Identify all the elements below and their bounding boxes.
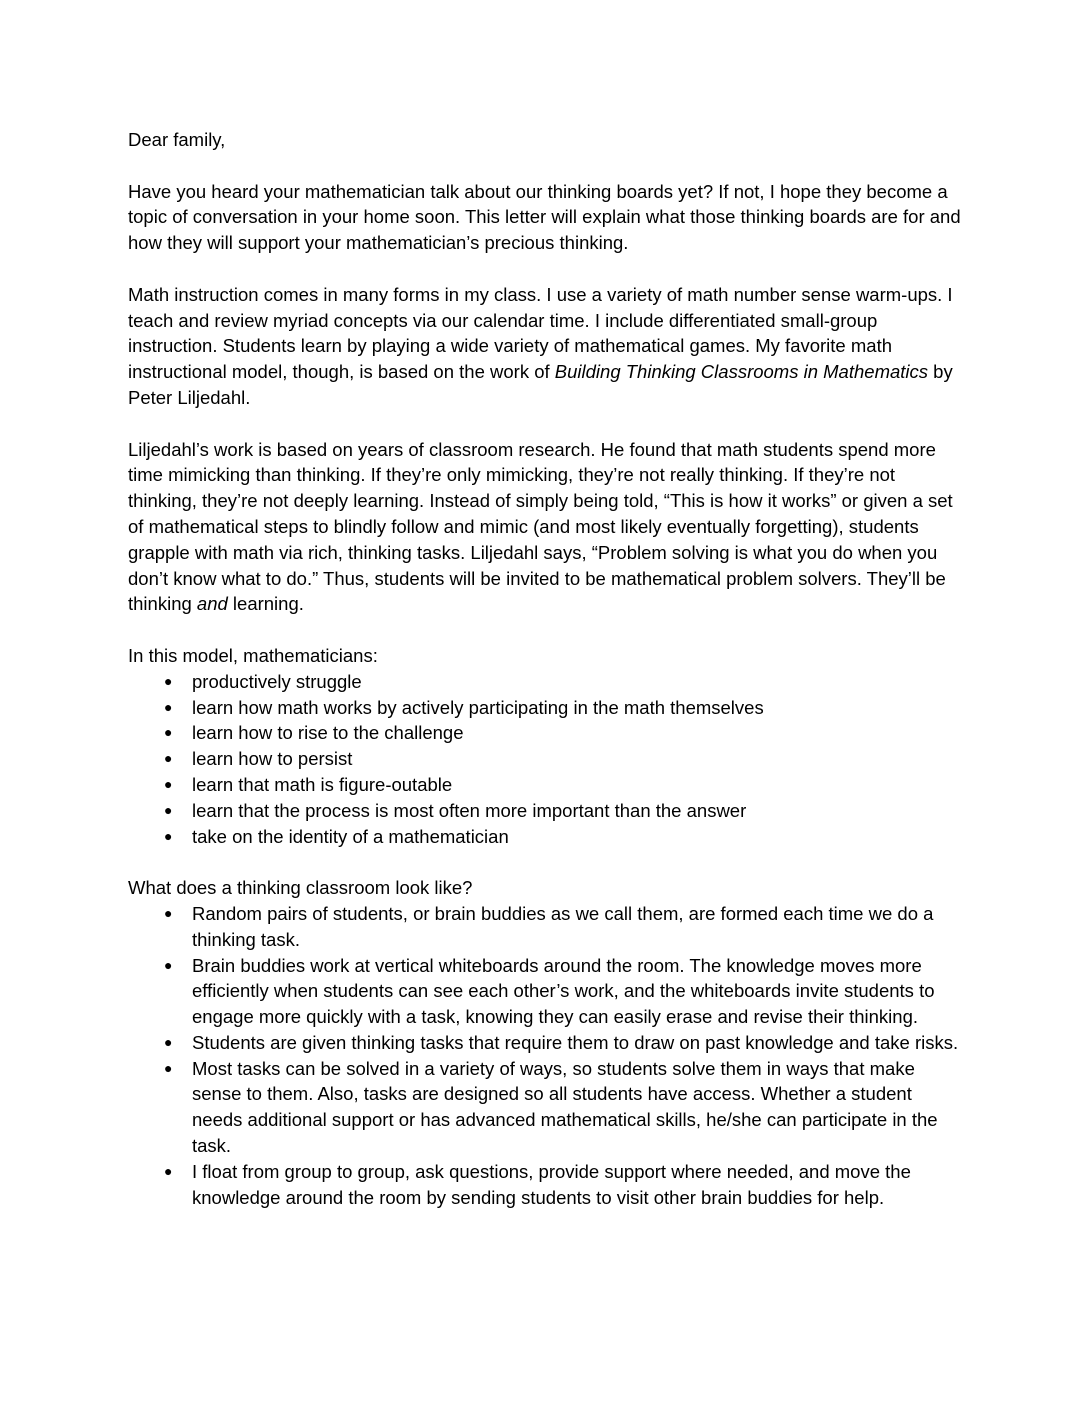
paragraph-research [128, 437, 964, 618]
list-item [128, 1056, 964, 1159]
list-item [128, 720, 964, 746]
list-item [128, 772, 964, 798]
paragraph-intro-text: Have you heard your mathematician talk about our thinking boards yet? If not, I hope they become a topic of conversation in your home soon. This letter will explain what those thinking boards are for and how they will support your mathematician’s precious thinking. [128, 180, 961, 254]
list-item-text: Brain buddies work at vertical whiteboards around the room. The knowledge moves more efficiently when students can see each other’s work, and the whiteboards invite students to engage more quickly with a task, knowing they can easily erase and revise their thinking. [192, 954, 935, 1028]
list-item [128, 798, 964, 824]
list-item-text: learn that the process is most often more important than the answer [192, 799, 747, 821]
list-item-text: Most tasks can be solved in a variety of ways, so students solve them in ways that make sense to them. Also, tasks are designed so all students have access. Whether a student needs additional support or has advanced mathematical skills, he/she can participate in the task. [192, 1057, 938, 1157]
letter-greeting: Dear family, [128, 129, 226, 150]
list-item-text: learn that math is figure-outable [192, 773, 453, 795]
list-item [128, 901, 964, 953]
classroom-list [128, 901, 964, 1211]
list-item-text: productively struggle [192, 670, 362, 692]
paragraph-instruction-text: Math instruction comes in many forms in my class. I use a variety of math number sense warm-ups. I teach and review myriad concepts via our calendar time. I include differentiated small-group instruction. Students learn by playing a wide variety of mathematical games. My favorite math instructional model, though, is based on the work of [128, 283, 953, 383]
list-item-text: learn how to rise to the challenge [192, 722, 464, 744]
bullet-icon: ● [164, 827, 173, 844]
list-item [128, 669, 964, 695]
bullet-icon: ● [164, 956, 173, 973]
letter-page [128, 127, 964, 1236]
emphasis-and: and [196, 593, 228, 615]
paragraph-intro [128, 179, 964, 256]
list-item [128, 953, 964, 1030]
bullet-icon: ● [164, 775, 173, 792]
list-item [128, 1030, 964, 1056]
bullet-icon: ● [164, 904, 173, 921]
paragraph-research-text: Liljedahl’s work is based on years of classroom research. He found that math students spend more time mimicking than thinking. If they’re only mimicking, they’re not really thinking. If they’re not thinking, they’re not deeply learning. Instead of simply being told, “This is how it works” or given a set of mathematical steps to blindly follow and mimic (and most likely eventually forgetting), students grapple with math via rich, thinking tasks. Liljedahl says, “Problem solving is what you do when you don’t know what to do.” Thus, students will be invited to be mathematical problem solvers. They’ll be thinking [128, 438, 953, 615]
list-item-text: learn how to persist [192, 748, 353, 770]
model-list-intro: In this model, mathematicians: [128, 644, 378, 666]
paragraph-research-end: learning. [227, 593, 304, 615]
classroom-list-intro: What does a thinking classroom look like? [128, 877, 473, 899]
bullet-icon: ● [164, 801, 173, 818]
book-title: Building Thinking Classrooms in Mathematics [554, 361, 929, 383]
bullet-icon: ● [164, 750, 173, 767]
list-item-text: I float from group to group, ask questions, provide support where needed, and move the knowledge around the room by sending students to visit other brain buddies for help. [192, 1160, 911, 1208]
bullet-icon: ● [164, 1162, 173, 1179]
list-item [128, 746, 964, 772]
list-item-text: Students are given thinking tasks that require them to draw on past knowledge and take risks. [192, 1031, 959, 1053]
bullet-icon: ● [164, 698, 173, 715]
bullet-icon: ● [164, 672, 173, 689]
list-item [128, 695, 964, 721]
paragraph-instruction [128, 282, 964, 411]
bullet-icon: ● [164, 724, 173, 741]
list-item-text: take on the identity of a mathematician [192, 825, 509, 847]
paragraph-instruction-author: by Peter Liljedahl. [128, 361, 953, 408]
list-item-text: Random pairs of students, or brain buddies as we call them, are formed each time we do a thinking task. [192, 902, 934, 950]
list-item [128, 824, 964, 850]
bullet-icon: ● [164, 1059, 173, 1076]
list-item [128, 1159, 964, 1211]
model-list [128, 669, 964, 850]
list-item-text: learn how math works by actively participating in the math themselves [192, 696, 764, 718]
bullet-icon: ● [164, 1033, 173, 1050]
